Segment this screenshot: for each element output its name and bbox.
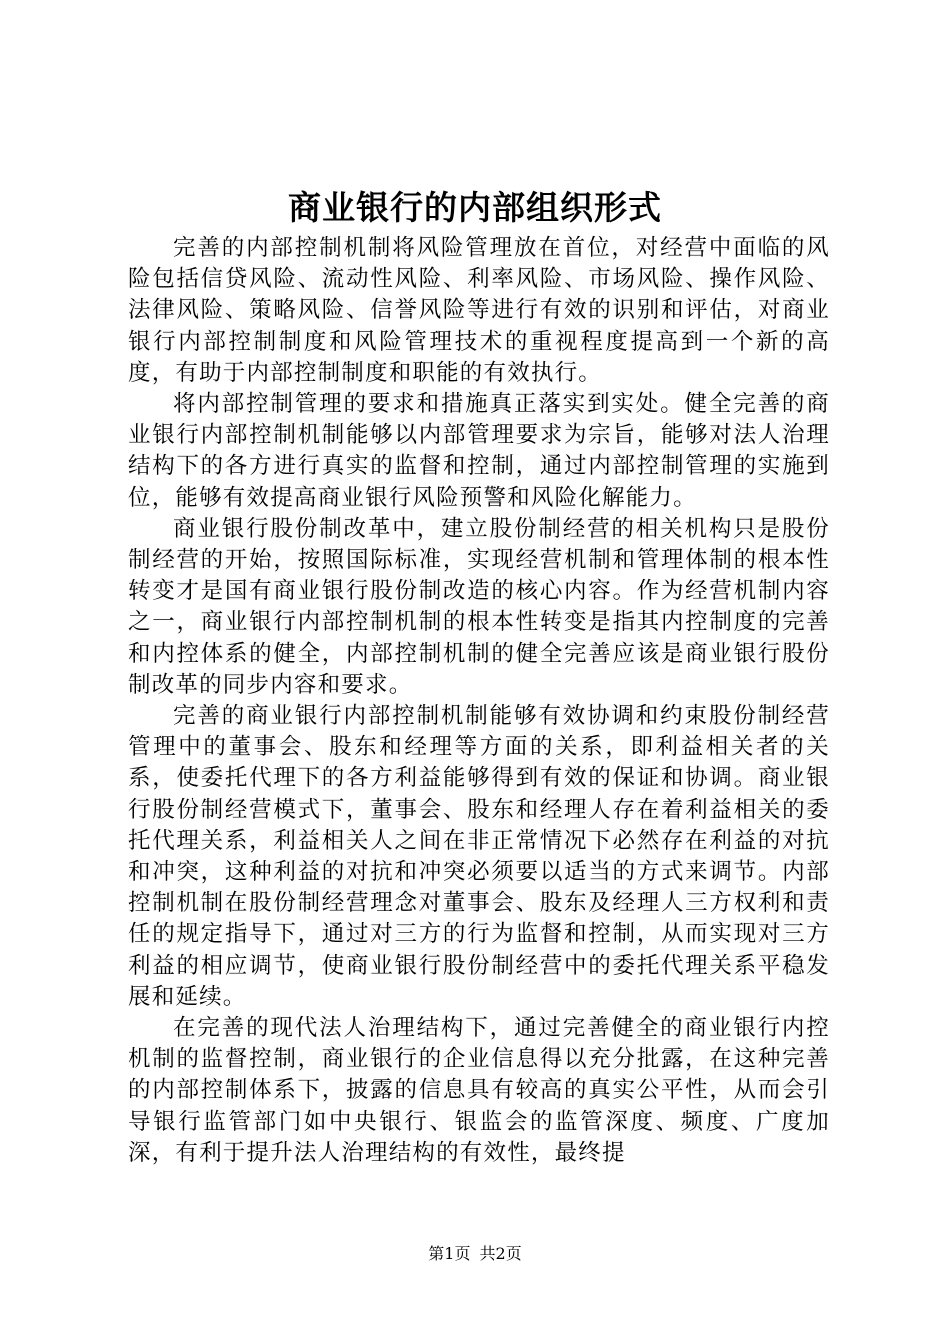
document-title: 商业银行的内部组织形式 [288, 188, 662, 227]
page-footer [0, 1243, 950, 1265]
paragraph-3: 商业银行股份制改革中，建立股份制经营的相关机构只是股份制经营的开始，按照国际标准，实现经营机制和管理体制的根本性转变才是国有商业银行股份制改造的核心内容。作为经营机制内容之一，商业银行内部控制机制的根本性转变是指其内控制度的完善和内控体系的健全，内部控制机制的健全完善应该是商业银行股份制改革的同步内容和要求。 [128, 515, 830, 698]
page-number: 第1页 [428, 1244, 471, 1263]
page-total: 共2页 [479, 1244, 522, 1263]
paragraph-5: 在完善的现代法人治理结构下，通过完善健全的商业银行内控机制的监督控制，商业银行的企业信息得以充分批露，在这种完善的内部控制体系下，披露的信息具有较高的真实公平性，从而会引导银行监管部门如中央银行、银监会的监管深度、频度、广度加深，有利于提升法人治理结构的有效性，最终提 [128, 1015, 830, 1166]
paragraph-2: 将内部控制管理的要求和措施真正落实到实处。健全完善的商业银行内部控制机制能够以内部管理要求为宗旨，能够对法人治理结构下的各方进行真实的监督和控制，通过内部控制管理的实施到位，能够有效提高商业银行风险预警和风险化解能力。 [128, 391, 830, 511]
document-body [128, 233, 830, 1169]
paragraph-4: 完善的商业银行内部控制机制能够有效协调和约束股份制经营管理中的董事会、股东和经理等方面的关系，即利益相关者的关系，使委托代理下的各方利益能够得到有效的保证和协调。商业银行股份制经营模式下，董事会、股东和经理人存在着利益相关的委托代理关系，利益相关人之间在非正常情况下必然存在利益的对抗和冲突，这种利益的对抗和冲突必须要以适当的方式来调节。内部控制机制在股份制经营理念对董事会、股东及经理人三方权利和责任的规定指导下，通过对三方的行为监督和控制，从而实现对三方利益的相应调节，使商业银行股份制经营中的委托代理关系平稳发展和延续。 [128, 703, 830, 1010]
paragraph-1: 完善的内部控制机制将风险管理放在首位，对经营中面临的风险包括信贷风险、流动性风险、利率风险、市场风险、操作风险、法律风险、策略风险、信誉风险等进行有效的识别和评估，对商业银行内部控制制度和风险管理技术的重视程度提高到一个新的高度，有助于内部控制制度和职能的有效执行。 [128, 235, 830, 386]
